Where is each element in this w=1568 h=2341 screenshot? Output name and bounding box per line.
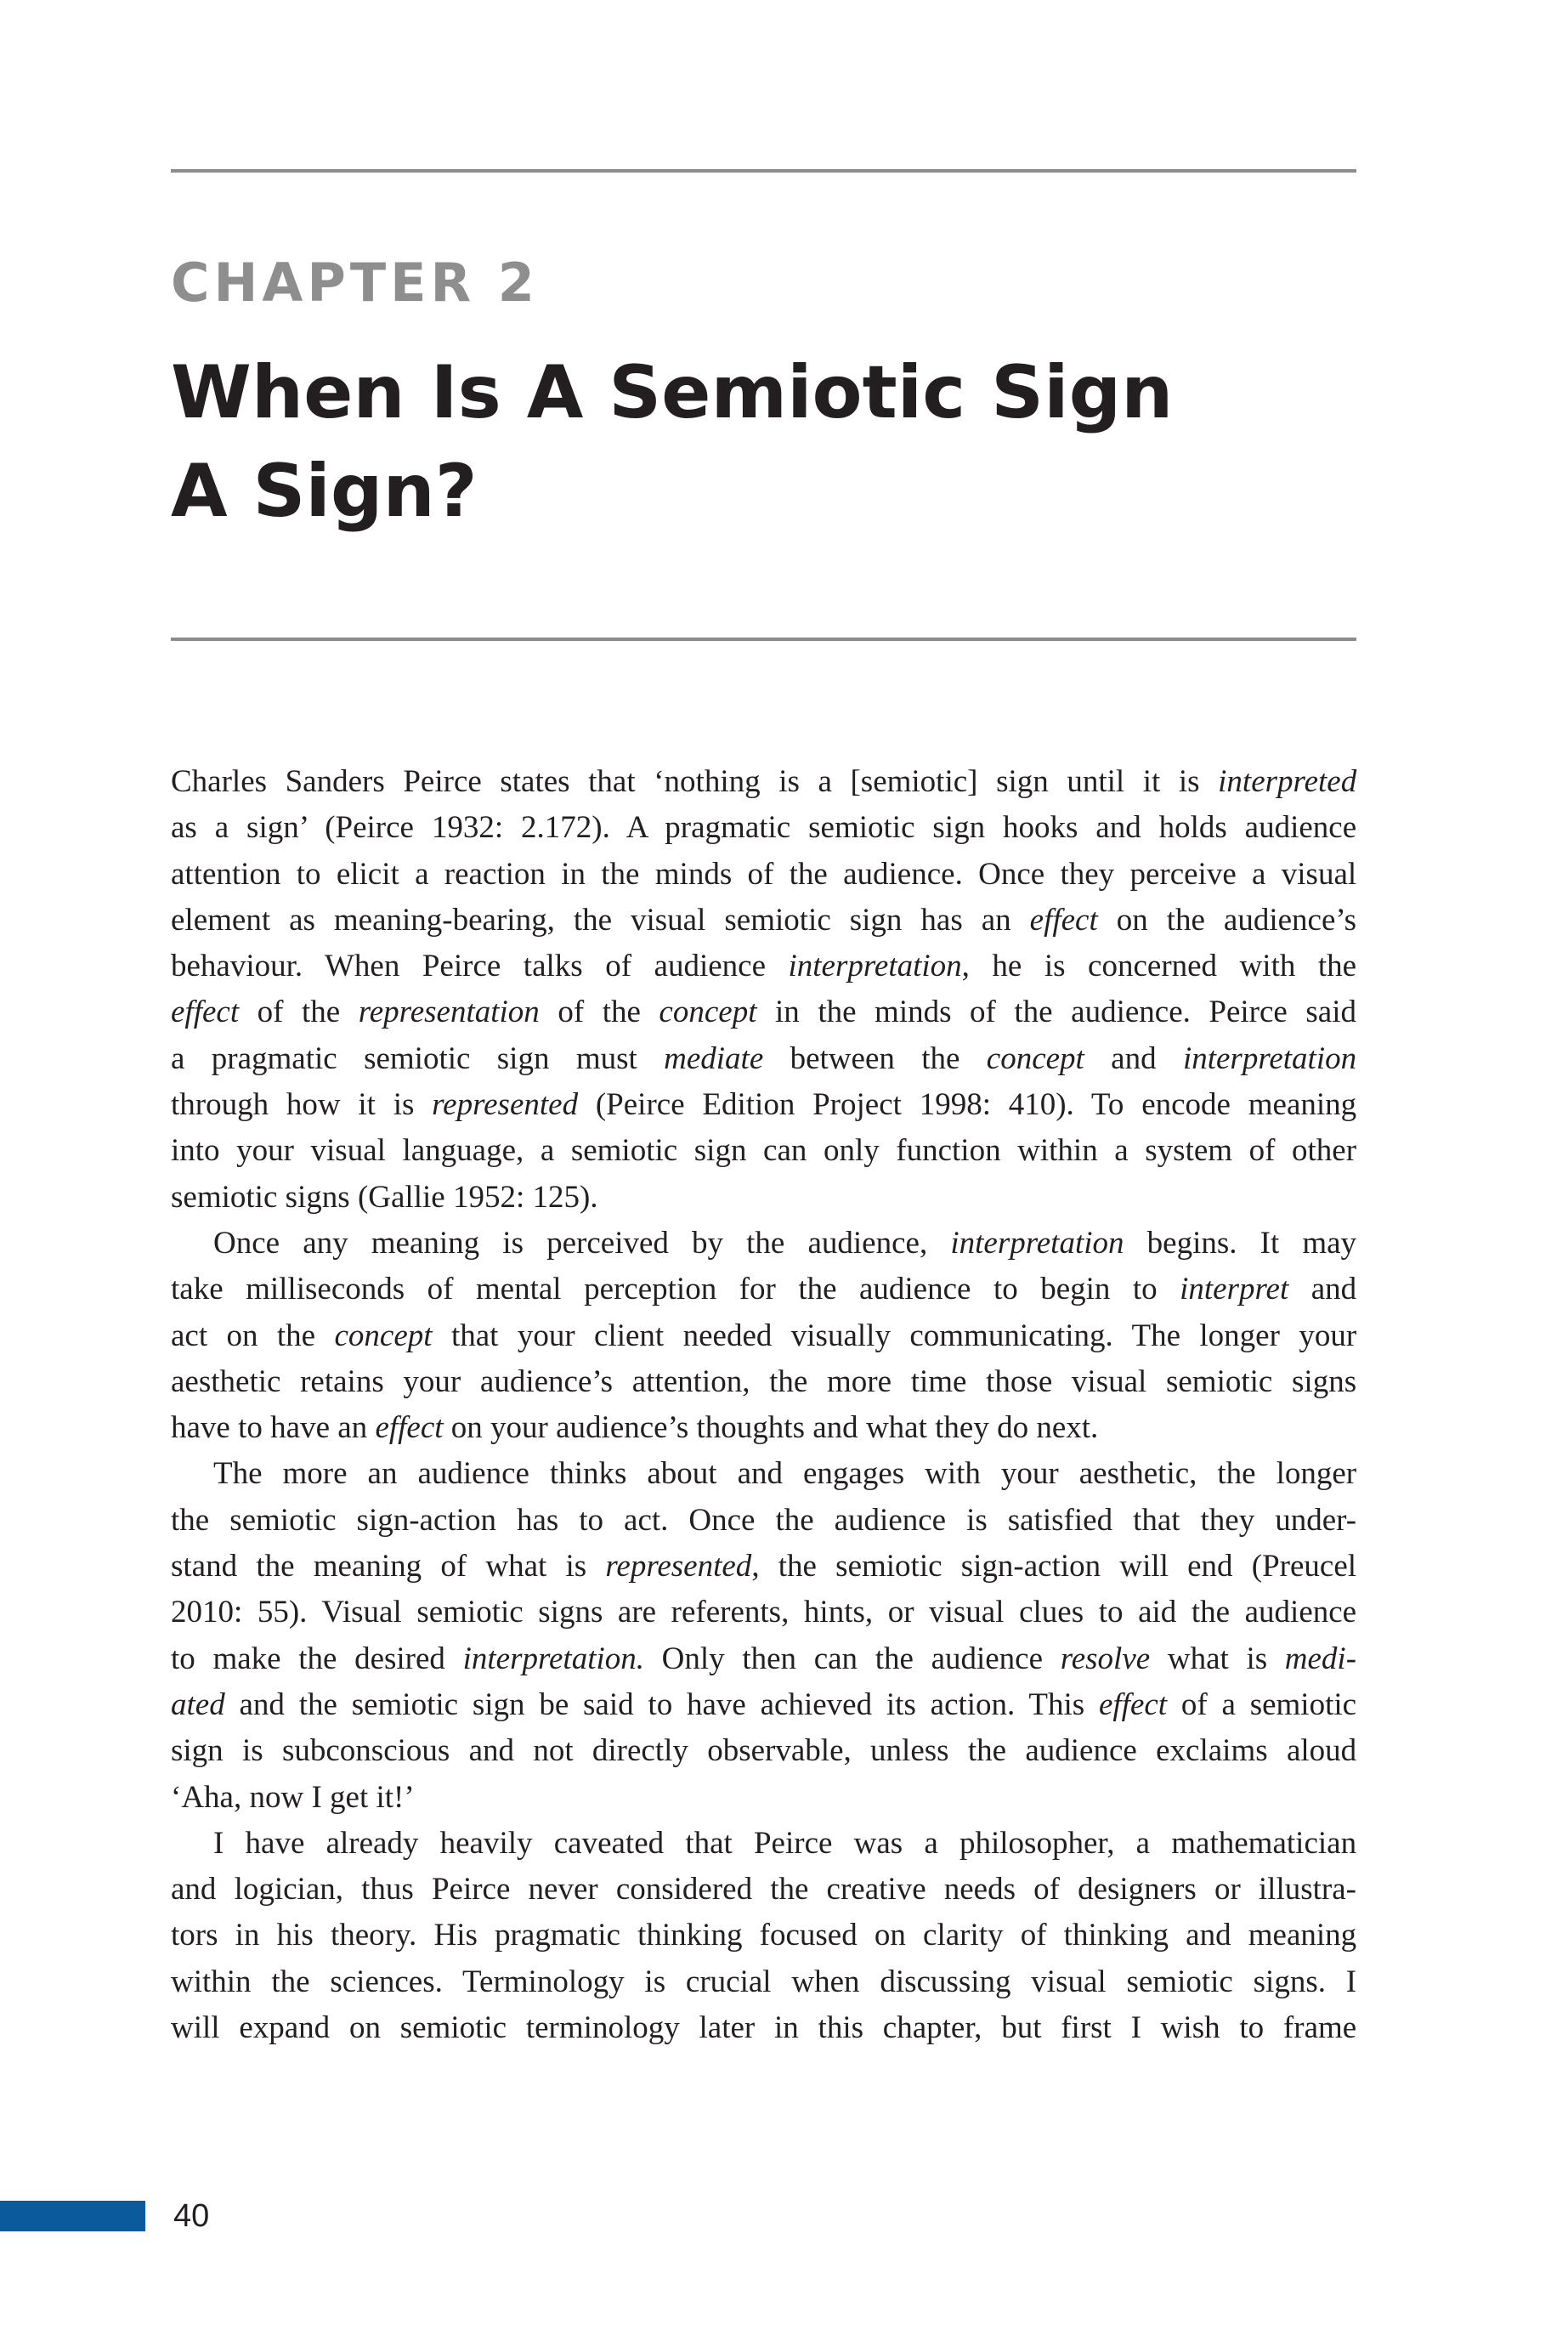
bottom-divider <box>171 638 1356 641</box>
text-line: ated and the semiotic sign be said to have achieved its action. This effect of a semiotic <box>171 1686 1357 1722</box>
emphasis: concept <box>334 1318 433 1353</box>
text-line: effect of the representation of the concept in the minds of the audience. Peirce said <box>171 995 1356 1030</box>
emphasis: medi- <box>1284 1641 1357 1676</box>
text-line: behaviour. When Peirce talks of audience interpretation, he is concerned with the <box>171 949 1357 984</box>
text-line: aesthetic retains your audience’s attention, the more time those visual semiotic signs <box>171 1363 1357 1399</box>
chapter-title-line: A Sign? <box>171 449 478 534</box>
text-line: take milliseconds of mental perception for the audience to begin to interpret and <box>171 1272 1357 1307</box>
text-line: I have already heavily caveated that Peirce was a philosopher, a mathematician <box>213 1825 1357 1861</box>
emphasis: interpreted <box>1218 764 1357 799</box>
page-number: 40 <box>173 2198 210 2234</box>
text-line: within the sciences. Terminology is crucial when discussing visual semiotic signs. I <box>171 1964 1357 1999</box>
emphasis: interpretation <box>1182 1040 1357 1076</box>
emphasis: concept <box>659 995 757 1030</box>
text-line: into your visual language, a semiotic sign can only function within a system of other <box>171 1133 1357 1169</box>
emphasis: interpret <box>1180 1272 1289 1307</box>
text-line: to make the desired interpretation. Only then can the audience resolve what is medi- <box>171 1641 1357 1676</box>
emphasis: effect <box>171 995 240 1030</box>
emphasis: ated <box>171 1686 225 1722</box>
emphasis: resolve <box>1060 1641 1151 1676</box>
text-line: 2010: 55). Visual semiotic signs are referents, hints, or visual clues to aid the audience <box>171 1595 1357 1630</box>
text-line: through how it is represented (Peirce Edition Project 1998: 410). To encode meaning <box>171 1087 1357 1123</box>
text-line: the semiotic sign-action has to act. Once the audience is satisfied that they under- <box>171 1502 1357 1538</box>
text-line: ‘Aha, now I get it!’ <box>171 1779 415 1815</box>
emphasis: mediate <box>664 1040 764 1076</box>
chapter-title-line: When Is A Semiotic Sign <box>171 350 1174 435</box>
text-line: Charles Sanders Peirce states that ‘nothing is a [semiotic] sign until it is interpreted <box>171 764 1357 799</box>
text-line: and logician, thus Peirce never considered the creative needs of designers or illustra- <box>171 1872 1356 1907</box>
text-line: a pragmatic semiotic sign must mediate between the concept and interpretation <box>171 1040 1357 1076</box>
emphasis: interpretation <box>788 949 962 984</box>
emphasis: represented <box>605 1549 752 1584</box>
text-line: have to have an effect on your audience’s thoughts and what they do next. <box>171 1410 1099 1446</box>
emphasis: interpretation <box>950 1225 1124 1261</box>
text-line: semiotic signs (Gallie 1952: 125). <box>171 1179 598 1215</box>
page-marker <box>0 2201 145 2231</box>
text-line: as a sign’ (Peirce 1932: 2.172). A pragmatic semiotic sign hooks and holds audience <box>171 810 1357 846</box>
emphasis: concept <box>986 1040 1084 1076</box>
text-line: act on the concept that your client needed visually communicating. The longer your <box>171 1318 1357 1353</box>
chapter-label: CHAPTER 2 <box>171 252 539 314</box>
emphasis: effect <box>1098 1686 1168 1722</box>
top-divider <box>171 169 1356 173</box>
text-line: stand the meaning of what is represented, the semiotic sign-action will end (Preucel <box>171 1549 1357 1584</box>
emphasis: interpretation. <box>462 1641 645 1676</box>
emphasis: representation <box>358 995 540 1030</box>
text-line: will expand on semiotic terminology later in this chapter, but first I wish to frame <box>171 2010 1357 2046</box>
emphasis: represented <box>432 1087 579 1123</box>
text-line: tors in his theory. His pragmatic thinking focused on clarity of thinking and meaning <box>171 1918 1357 1953</box>
text-line: element as meaning-bearing, the visual semiotic sign has an effect on the audience’s <box>171 902 1357 938</box>
text-line: attention to elicit a reaction in the minds of the audience. Once they perceive a visual <box>171 856 1357 892</box>
text-line: Once any meaning is perceived by the audience, interpretation begins. It may <box>213 1225 1357 1261</box>
emphasis: effect <box>1029 902 1098 938</box>
emphasis: effect <box>375 1410 444 1446</box>
body-text <box>171 759 1356 2051</box>
chapter-title <box>171 343 1276 541</box>
text-line: The more an audience thinks about and engages with your aesthetic, the longer <box>213 1456 1357 1492</box>
text-line: sign is subconscious and not directly observable, unless the audience exclaims aloud <box>171 1733 1357 1769</box>
